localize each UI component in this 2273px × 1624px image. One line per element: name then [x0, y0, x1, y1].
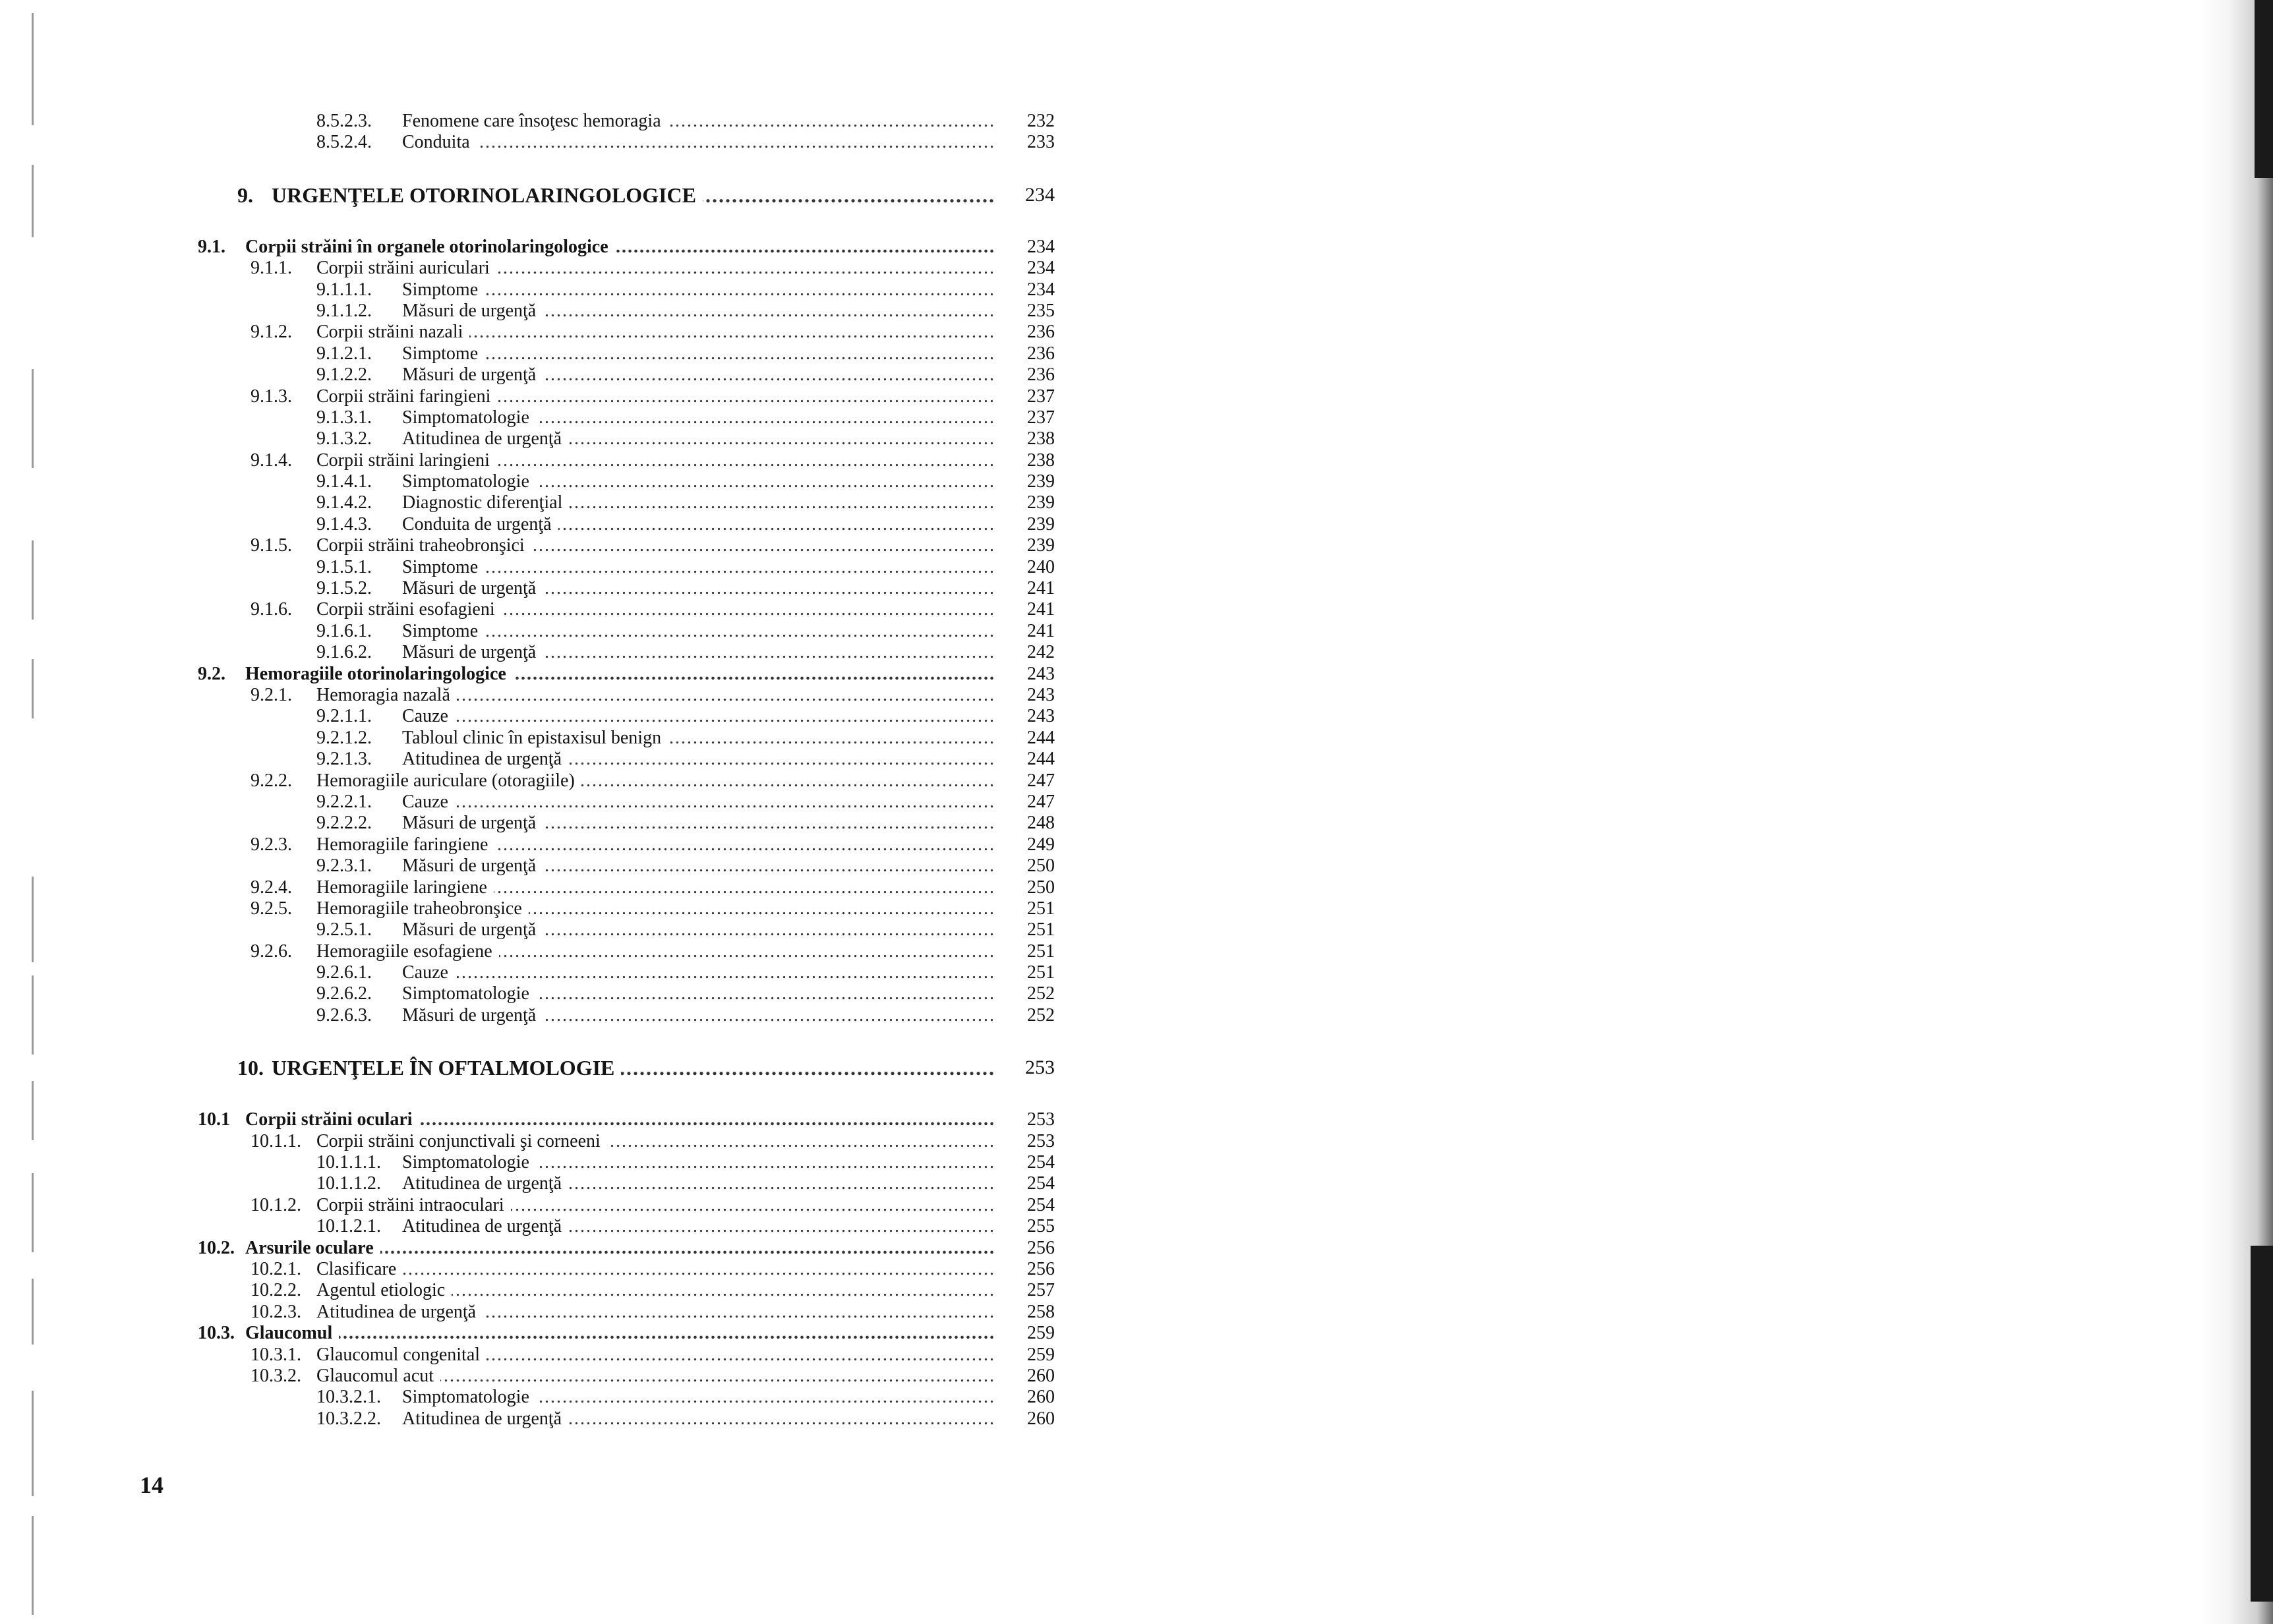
toc-entry-title: Hemoragiile faringiene [316, 834, 488, 855]
toc-entry-number: 9.2.6.3. [316, 1004, 372, 1026]
toc-entry-page: 254 [1027, 1173, 1055, 1194]
toc-entry-page: 232 [1027, 111, 1055, 131]
toc-entry [198, 578, 1055, 599]
toc-entry-page: 237 [1027, 386, 1055, 407]
toc-entry [198, 471, 1055, 492]
toc-entry-number: 9.2.3.1. [316, 856, 372, 877]
toc-entry-title: Măsuri de urgenţă [402, 813, 537, 834]
toc-entry-title: Atitudinea de urgenţă [402, 428, 562, 450]
toc-leader-dots [543, 813, 995, 834]
toc-entry [198, 599, 1055, 620]
toc-entry [198, 1259, 1055, 1280]
toc-leader-dots [497, 386, 995, 407]
toc-entry-number: 9.2.2. [251, 770, 292, 791]
toc-entry-title: Glaucomul acut [316, 1365, 434, 1386]
toc-entry-page: 247 [1027, 770, 1055, 791]
toc-section-entry [198, 664, 1055, 685]
toc-entry-page: 237 [1027, 407, 1055, 428]
toc-entry-title: Cauze [402, 962, 448, 983]
toc-chapter-entry [198, 1043, 1055, 1092]
toc-entry-number: 9.1.4.2. [316, 492, 372, 513]
toc-leader-dots [483, 1302, 995, 1323]
toc-entry-title: Conduita de urgenţă [402, 513, 552, 535]
toc-entry [198, 407, 1055, 428]
toc-entry-page: 259 [1027, 1323, 1055, 1344]
toc-entry [198, 621, 1055, 642]
toc-entry-title: Corpii străini intraoculari [316, 1194, 504, 1215]
toc-entry-page: 241 [1027, 599, 1055, 620]
toc-entry-number: 9.1.2.2. [316, 364, 372, 386]
toc-entry [198, 1387, 1055, 1408]
toc-entry-number: 10.3.1. [251, 1344, 301, 1365]
toc-entry-page: 235 [1027, 300, 1055, 321]
toc-leader-dots [668, 728, 995, 749]
toc-entry-page: 250 [1027, 877, 1055, 898]
toc-entry [198, 919, 1055, 941]
toc-leader-dots [543, 1005, 995, 1026]
toc-entry-page: 247 [1027, 791, 1055, 812]
toc-entry-number: 10.3. [198, 1323, 235, 1344]
toc-entry-title: Cauze [402, 706, 448, 727]
toc-entry-number: 9.1.3.1. [316, 407, 372, 428]
toc-leader-dots [487, 1345, 995, 1366]
toc-entry-title: Glaucomul congenital [316, 1344, 481, 1365]
book-spine-dark-top [2255, 0, 2273, 178]
toc-entry-number: 9. [237, 183, 253, 207]
toc-entry-title: URGENŢELE OTORINOLARINGOLOGICE [272, 183, 696, 207]
toc-entry-page: 253 [1027, 1130, 1055, 1151]
toc-entry-number: 9.2.6.1. [316, 962, 372, 983]
toc-entry-number: 10.2.3. [251, 1301, 301, 1322]
toc-entry-number: 9.1.1.2. [316, 300, 372, 321]
toc-entry [198, 983, 1055, 1004]
toc-entry-title: Simptome [402, 279, 479, 300]
toc-entry-page: 255 [1027, 1216, 1055, 1237]
toc-entry-page: 253 [1025, 1057, 1055, 1079]
toc-entry-page: 251 [1027, 962, 1055, 983]
toc-entry-number: 10.2.1. [251, 1258, 301, 1279]
toc-entry-page: 242 [1027, 642, 1055, 663]
toc-entry-number: 10.1.2.1. [316, 1216, 381, 1237]
toc-entry-page: 254 [1027, 1194, 1055, 1215]
toc-entry [198, 364, 1055, 386]
toc-entry [198, 301, 1055, 322]
toc-entry-title: Simptome [402, 620, 479, 641]
toc-entry-page: 251 [1027, 898, 1055, 919]
toc-entry [198, 834, 1055, 856]
toc-leader-dots [568, 1173, 995, 1194]
toc-leader-dots [499, 941, 995, 962]
toc-leader-dots [496, 450, 995, 471]
toc-entry-title: Hemoragia nazală [316, 684, 450, 705]
toc-entry-page: 239 [1027, 535, 1055, 556]
toc-entry-number: 9.1.5.2. [316, 578, 372, 599]
toc-entry-page: 256 [1027, 1258, 1055, 1279]
toc-entry-page: 257 [1027, 1280, 1055, 1301]
toc-entry-number: 9.2.6. [251, 941, 292, 962]
toc-entry-number: 9.1. [198, 236, 225, 257]
toc-entry-title: Tabloul clinic în epistaxisul benign [402, 727, 662, 748]
toc-entry-page: 260 [1027, 1408, 1055, 1429]
toc-entry-title: Hemoragiile otorinolaringologice [245, 663, 506, 684]
toc-entry-page: 243 [1027, 684, 1055, 705]
toc-leader-dots [536, 1152, 995, 1173]
toc-entry-page: 259 [1027, 1344, 1055, 1365]
toc-section-entry [198, 1323, 1055, 1344]
toc-entry-number: 8.5.2.3. [316, 111, 372, 131]
toc-entry [198, 642, 1055, 663]
toc-entry [198, 557, 1055, 578]
table-of-contents-left [198, 111, 1055, 1430]
toc-entry-page: 251 [1027, 919, 1055, 941]
toc-leader-dots [511, 1195, 995, 1216]
toc-entry-page: 239 [1027, 513, 1055, 535]
toc-entry-title: Simptomatologie [402, 1152, 529, 1173]
toc-entry-page: 234 [1027, 279, 1055, 300]
toc-entry-number: 9.2.1.2. [316, 727, 372, 748]
toc-entry-title: Simptomatologie [402, 983, 529, 1004]
toc-entry [198, 514, 1055, 535]
toc-entry-number: 9.2.5. [251, 898, 292, 919]
toc-entry-title: Fenomene care însoţesc hemoragia [402, 111, 661, 131]
toc-entry [198, 813, 1055, 834]
toc-leader-dots [536, 471, 995, 492]
toc-entry-page: 256 [1027, 1237, 1055, 1258]
toc-entry-page: 240 [1027, 556, 1055, 577]
toc-entry-number: 9.1.3.2. [316, 428, 372, 450]
toc-entry-title: Diagnostic diferenţial [402, 492, 563, 513]
toc-leader-dots [455, 962, 995, 983]
toc-entry-page: 249 [1027, 834, 1055, 855]
toc-entry-title: Corpii străini traheobronşici [316, 535, 525, 556]
toc-entry [198, 386, 1055, 407]
toc-entry [198, 1366, 1055, 1387]
toc-entry-title: Agentul etiologic [316, 1280, 446, 1301]
toc-entry-number: 9.2.1.3. [316, 749, 372, 770]
toc-entry-number: 10.1.2. [251, 1194, 301, 1215]
toc-entry [198, 792, 1055, 813]
toc-entry-page: 238 [1027, 450, 1055, 471]
toc-entry-page: 250 [1027, 856, 1055, 877]
toc-leader-dots [543, 856, 995, 877]
toc-entry-title: Atitudinea de urgenţă [316, 1301, 477, 1322]
toc-leader-dots [494, 834, 995, 856]
left-page [0, 0, 1136, 1624]
toc-entry-title: Cauze [402, 791, 448, 812]
toc-entry-title: Simptomatologie [402, 1387, 529, 1408]
toc-leader-dots [536, 983, 995, 1004]
toc-entry-title: Glaucomul [245, 1323, 333, 1344]
toc-entry-title: Simptome [402, 343, 479, 364]
toc-leader-dots [455, 706, 995, 727]
toc-entry-number: 10.3.2.2. [316, 1408, 381, 1429]
toc-entry-number: 9.1.1. [251, 258, 292, 279]
toc-entry-number: 9.1.4.3. [316, 513, 372, 535]
toc-entry-title: Măsuri de urgenţă [402, 300, 537, 321]
toc-entry [198, 1195, 1055, 1216]
toc-entry-title: Atitudinea de urgenţă [402, 1216, 562, 1237]
toc-entry-number: 9.1.1.1. [316, 279, 372, 300]
toc-entry-title: Conduita [402, 132, 470, 153]
toc-entry [198, 258, 1055, 279]
toc-leader-dots [529, 898, 995, 919]
toc-leader-dots [668, 111, 995, 132]
toc-entry [198, 1280, 1055, 1301]
toc-leader-dots [536, 1387, 995, 1408]
toc-entry [198, 770, 1055, 792]
toc-entry [198, 1216, 1055, 1237]
toc-entry-page: 236 [1027, 343, 1055, 364]
toc-entry-page: 234 [1027, 236, 1055, 257]
toc-entry-page: 244 [1027, 727, 1055, 748]
toc-leader-dots [485, 557, 995, 578]
toc-leader-dots [494, 877, 995, 898]
toc-leader-dots [477, 132, 995, 153]
toc-entry-title: Hemoragiile auriculare (otoragiile) [316, 770, 575, 791]
toc-entry-number: 9.1.4. [251, 450, 292, 471]
toc-entry-title: Măsuri de urgenţă [402, 856, 537, 877]
toc-entry-page: 243 [1027, 706, 1055, 727]
toc-leader-dots [621, 1043, 995, 1092]
toc-leader-dots [469, 322, 995, 343]
toc-entry-title: Măsuri de urgenţă [402, 578, 537, 599]
toc-leader-dots [339, 1323, 995, 1344]
toc-entry [198, 1302, 1055, 1323]
toc-leader-dots [543, 578, 995, 599]
toc-entry-page: 238 [1027, 428, 1055, 450]
toc-leader-dots [485, 621, 995, 642]
toc-entry-page: 244 [1027, 749, 1055, 770]
toc-entry [198, 1005, 1055, 1026]
toc-entry-number: 10.2. [198, 1237, 235, 1258]
toc-entry-page: 239 [1027, 492, 1055, 513]
toc-chapter-entry [198, 171, 1055, 219]
toc-entry-title: Simptomatologie [402, 471, 529, 492]
toc-entry-number: 9.2.1.1. [316, 706, 372, 727]
toc-entry-page: 248 [1027, 813, 1055, 834]
toc-entry [198, 728, 1055, 749]
toc-leader-dots [440, 1366, 995, 1387]
toc-entry-page: 234 [1025, 183, 1055, 206]
toc-entry-title: Corpii străini oculari [245, 1109, 413, 1130]
toc-entry-page: 241 [1027, 578, 1055, 599]
toc-entry-number: 9.2.2.2. [316, 813, 372, 834]
toc-entry-number: 9.1.5. [251, 535, 292, 556]
toc-leader-dots [502, 599, 995, 620]
toc-entry-page: 241 [1027, 620, 1055, 641]
toc-leader-dots [536, 407, 995, 428]
toc-entry-title: Corpii străini conjunctivali şi corneeni [316, 1130, 601, 1151]
toc-section-entry [198, 237, 1055, 258]
toc-entry-title: Corpii străini esofagieni [316, 599, 495, 620]
toc-entry [198, 322, 1055, 343]
toc-leader-dots [703, 171, 995, 219]
toc-leader-dots [607, 1131, 995, 1152]
toc-entry-number: 9.1.5.1. [316, 556, 372, 577]
toc-entry-title: Corpii străini laringieni [316, 450, 490, 471]
toc-entry-number: 9.2. [198, 663, 225, 684]
toc-leader-dots [419, 1109, 995, 1130]
toc-leader-dots [457, 685, 995, 706]
toc-entry-title: Corpii străini nazali [316, 322, 463, 343]
toc-entry-number: 9.1.6.1. [316, 620, 372, 641]
toc-entry-number: 10. [237, 1056, 264, 1080]
toc-entry [198, 450, 1055, 471]
toc-entry-page: 239 [1027, 471, 1055, 492]
toc-section-entry [198, 1238, 1055, 1259]
toc-entry-number: 10.3.2. [251, 1365, 301, 1386]
toc-entry-page: 260 [1027, 1387, 1055, 1408]
toc-leader-dots [531, 535, 995, 556]
page-number-left: 14 [140, 1472, 163, 1498]
toc-entry-number: 8.5.2.4. [316, 132, 372, 153]
toc-entry-title: Atitudinea de urgenţă [402, 1408, 562, 1429]
toc-entry [198, 706, 1055, 727]
toc-entry-number: 9.2.2.1. [316, 791, 372, 812]
toc-entry-number: 9.1.2.1. [316, 343, 372, 364]
toc-entry-number: 9.2.3. [251, 834, 292, 855]
toc-entry-number: 9.1.3. [251, 386, 292, 407]
toc-leader-dots [569, 492, 995, 513]
toc-leader-dots [615, 237, 995, 258]
toc-entry-number: 9.1.4.1. [316, 471, 372, 492]
toc-entry [198, 1131, 1055, 1152]
toc-entry-page: 233 [1027, 132, 1055, 153]
toc-entry-page: 252 [1027, 1004, 1055, 1026]
toc-leader-dots [485, 279, 995, 301]
toc-entry-number: 10.2.2. [251, 1280, 301, 1301]
right-page [1136, 0, 2273, 1624]
toc-entry [198, 535, 1055, 556]
toc-leader-dots [452, 1280, 995, 1301]
toc-entry-page: 251 [1027, 941, 1055, 962]
toc-leader-dots [455, 792, 995, 813]
toc-entry-title: Hemoragiile laringiene [316, 877, 487, 898]
toc-entry [198, 1152, 1055, 1173]
toc-entry-page: 252 [1027, 983, 1055, 1004]
toc-entry-title: Corpii străini auriculari [316, 258, 490, 279]
toc-leader-dots [543, 364, 995, 386]
toc-entry [198, 856, 1055, 877]
toc-leader-dots [581, 770, 995, 792]
toc-leader-dots [543, 919, 995, 941]
toc-entry [198, 877, 1055, 898]
toc-entry-page: 243 [1027, 663, 1055, 684]
toc-leader-dots [496, 258, 995, 279]
toc-entry-number: 10.1.1. [251, 1130, 301, 1151]
toc-leader-dots [558, 514, 995, 535]
toc-entry-number: 10.3.2.1. [316, 1387, 381, 1408]
toc-leader-dots [568, 749, 995, 770]
toc-entry-title: Atitudinea de urgenţă [402, 749, 562, 770]
toc-entry-number: 9.2.1. [251, 684, 292, 705]
toc-entry-title: Atitudinea de urgenţă [402, 1173, 562, 1194]
toc-entry-page: 236 [1027, 322, 1055, 343]
toc-leader-dots [568, 1216, 995, 1237]
toc-entry [198, 1408, 1055, 1430]
toc-entry-page: 236 [1027, 364, 1055, 386]
toc-entry-page: 254 [1027, 1152, 1055, 1173]
toc-entry-page: 258 [1027, 1301, 1055, 1322]
toc-entry-number: 10.1.1.1. [316, 1152, 381, 1173]
toc-entry [198, 343, 1055, 364]
toc-leader-dots [485, 343, 995, 364]
toc-entry [198, 749, 1055, 770]
page-edge-marks [0, 0, 40, 1624]
toc-entry-page: 260 [1027, 1365, 1055, 1386]
toc-entry-number: 9.2.4. [251, 877, 292, 898]
toc-entry-title: Arsurile oculare [245, 1237, 374, 1258]
toc-entry-number: 9.2.5.1. [316, 919, 372, 941]
toc-entry-number: 9.1.6.2. [316, 642, 372, 663]
toc-entry-page: 234 [1027, 258, 1055, 279]
toc-entry [198, 111, 1055, 132]
toc-entry [198, 941, 1055, 962]
toc-entry [198, 1345, 1055, 1366]
toc-leader-dots [543, 642, 995, 663]
toc-entry-title: Clasificare [316, 1258, 397, 1279]
toc-entry-title: Măsuri de urgenţă [402, 364, 537, 386]
toc-entry-page: 253 [1027, 1109, 1055, 1130]
toc-entry-number: 9.2.6.2. [316, 983, 372, 1004]
toc-entry-number: 10.1.1.2. [316, 1173, 381, 1194]
toc-leader-dots [380, 1238, 995, 1259]
toc-leader-dots [568, 1408, 995, 1430]
toc-entry-title: Hemoragiile esofagiene [316, 941, 492, 962]
toc-section-entry [198, 1109, 1055, 1130]
toc-entry [198, 279, 1055, 301]
toc-entry [198, 492, 1055, 513]
toc-entry [198, 428, 1055, 450]
toc-entry [198, 898, 1055, 919]
toc-entry-number: 9.1.2. [251, 322, 292, 343]
toc-entry [198, 1173, 1055, 1194]
toc-entry-title: Măsuri de urgenţă [402, 1004, 537, 1026]
toc-leader-dots [403, 1259, 995, 1280]
toc-entry-title: Corpii străini faringieni [316, 386, 491, 407]
toc-entry-title: Măsuri de urgenţă [402, 642, 537, 663]
toc-entry-title: Simptomatologie [402, 407, 529, 428]
toc-entry [198, 685, 1055, 706]
toc-entry-title: Măsuri de urgenţă [402, 919, 537, 941]
toc-entry-number: 9.1.6. [251, 599, 292, 620]
toc-leader-dots [568, 428, 995, 450]
toc-entry-title: Simptome [402, 556, 479, 577]
toc-entry-title: URGENŢELE ÎN OFTALMOLOGIE [272, 1056, 615, 1080]
toc-entry-number: 10.1 [198, 1109, 230, 1130]
toc-entry-title: Hemoragiile traheobronşice [316, 898, 522, 919]
toc-entry-title: Corpii străini în organele otorinolaringologice [245, 236, 608, 257]
toc-leader-dots [513, 664, 995, 685]
toc-entry [198, 962, 1055, 983]
book-spine-dark-bottom [2251, 1246, 2273, 1602]
toc-entry [198, 132, 1055, 153]
toc-leader-dots [543, 301, 995, 322]
